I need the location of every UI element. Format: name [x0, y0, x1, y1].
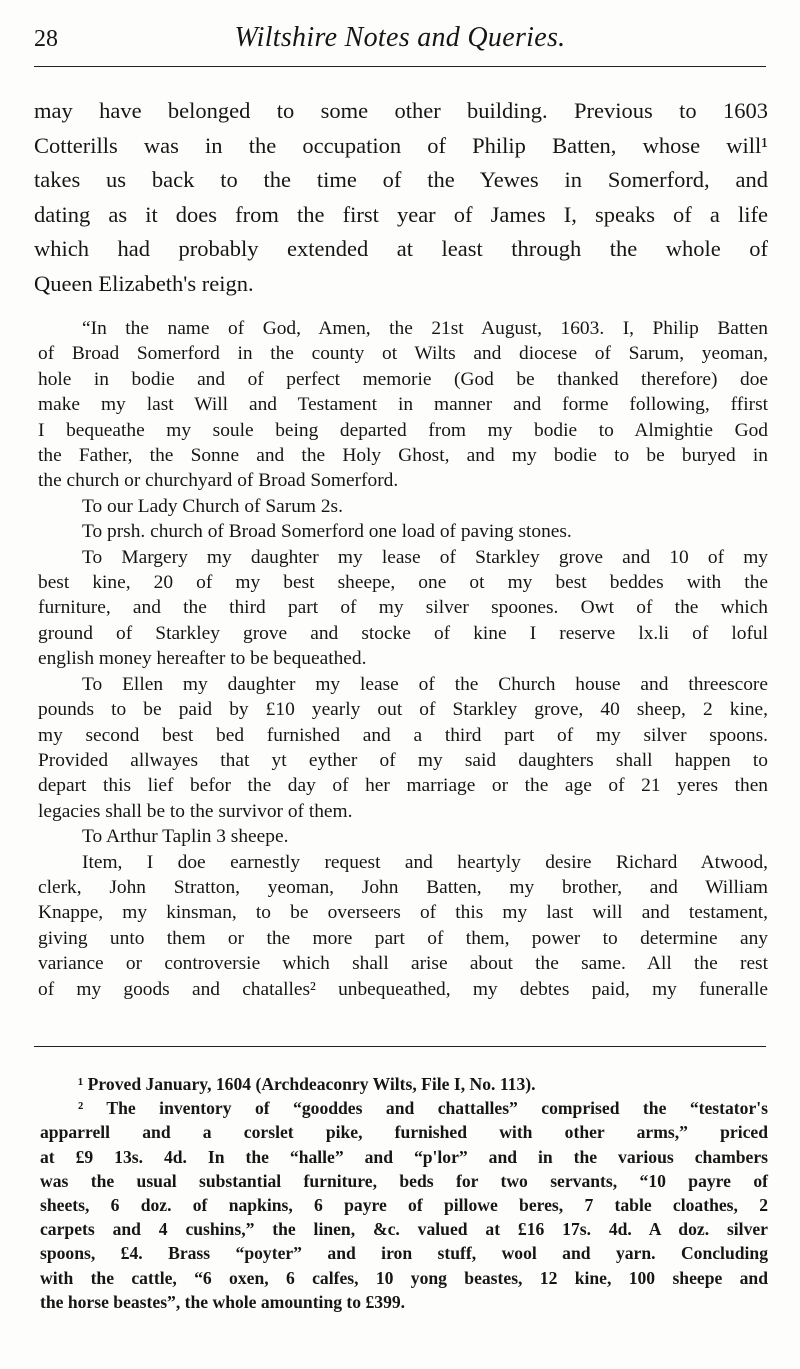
quote-line: ground of Starkley grove and stocke of kine I reserve lx.li of loful	[38, 622, 768, 644]
quote-line: the Father, the Sonne and the Holy Ghost, and my bodie to be buryed in	[38, 445, 768, 467]
page-number: 28	[34, 26, 58, 52]
quote-line: english money hereafter to be bequeathed.	[38, 648, 367, 670]
footnote-rule	[34, 1046, 766, 1047]
footnote-line: at £9 13s. 4d. In the “halle” and “p'lor” and in the various chambers	[40, 1146, 768, 1167]
text-line: may have belonged to some other building. Previous to 1603	[34, 98, 768, 123]
footnote-line: was the usual substantial furniture, beds for two servants, “10 payre of	[40, 1170, 768, 1191]
quote-line: of Broad Somerford in the county ot Wilts and diocese of Sarum, yeoman,	[38, 343, 768, 365]
quote-line: best kine, 20 of my best sheepe, one ot my best beddes with the	[38, 572, 768, 594]
text-line: takes us back to the time of the Yewes in Somerford, and	[34, 167, 768, 193]
text-line: which had probably extended at least through the whole of	[34, 236, 768, 262]
footnotes	[40, 1072, 768, 1314]
quote-line: giving unto them or the more part of them, power to determine any	[38, 927, 768, 949]
quote-line: legacies shall be to the survivor of them.	[38, 800, 353, 822]
footnote-line: with the cattle, “6 oxen, 6 calfes, 10 yong beastes, 12 kine, 100 sheepe and	[40, 1267, 768, 1288]
text-line: dating as it does from the first year of James I, speaks of a life	[34, 201, 768, 227]
running-title: Wiltshire Notes and Queries.	[234, 22, 566, 53]
footnote-line: the horse beastes”, the whole amounting to £399.	[40, 1291, 406, 1312]
quote-line: clerk, John Stratton, yeoman, John Batten, my brother, and William	[38, 876, 768, 898]
quote-line: my second best bed furnished and a third part of my silver spoons.	[38, 724, 768, 746]
quote-line: To Ellen my daughter my lease of the Church house and threescore	[82, 673, 768, 695]
running-head	[34, 20, 766, 60]
quote-line: of my goods and chatalles² unbequeathed, my debtes paid, my funeralle	[38, 978, 768, 1000]
text-line: Queen Elizabeth's reign.	[34, 270, 254, 296]
quote-line: Provided allwayes that yt eyther of my said daughters shall happen to	[38, 749, 768, 771]
footnote-line: spoons, £4. Brass “poyter” and iron stuff, wool and yarn. Concluding	[40, 1243, 768, 1264]
will-quotation	[38, 316, 768, 1002]
quote-line: the church or churchyard of Broad Somerford.	[38, 470, 399, 492]
quote-line: variance or controversie which shall arise about the same. All the rest	[38, 953, 768, 975]
header-rule	[34, 66, 766, 67]
text-line: Cotterills was in the occupation of Philip Batten, whose will¹	[34, 132, 768, 158]
quote-line: Item, I doe earnestly request and heartyly desire Richard Atwood,	[82, 851, 768, 873]
footnote-line: carpets and 4 cushins,” the linen, &c. valued at £16 17s. 4d. A doz. silver	[40, 1219, 768, 1240]
footnote-2: ² The inventory of “gooddes and chattalles” comprised the “testator's	[78, 1098, 768, 1119]
quote-line: make my last Will and Testament in manner and forme following, ffirst	[38, 394, 768, 416]
quote-line: I bequeathe my soule being departed from my bodie to Almightie God	[38, 419, 768, 441]
quote-line: To our Lady Church of Sarum 2s.	[82, 495, 343, 517]
quote-line: To Margery my daughter my lease of Starkley grove and 10 of my	[82, 546, 768, 568]
footnote-line: apparrell and a corslet pike, furnished with other arms,” priced	[40, 1122, 768, 1143]
quote-line: furniture, and the third part of my silver spoones. Owt of the which	[38, 597, 768, 619]
opening-paragraph	[34, 94, 768, 302]
footnote-1: ¹ Proved January, 1604 (Archdeaconry Wilts, File I, No. 113).	[78, 1074, 536, 1094]
quote-line: pounds to be paid by £10 yearly out of Starkley grove, 40 sheep, 2 kine,	[38, 699, 768, 721]
main-text	[34, 94, 768, 302]
quote-line: To Arthur Taplin 3 sheepe.	[82, 826, 289, 848]
quote-line: “In the name of God, Amen, the 21st August, 1603. I, Philip Batten	[82, 318, 768, 339]
quote-line: Knappe, my kinsman, to be overseers of this my last will and testament,	[38, 902, 768, 924]
quote-line: To prsh. church of Broad Somerford one load of paving stones.	[82, 521, 572, 543]
footnote-line: sheets, 6 doz. of napkins, 6 payre of pillowe beres, 7 table cloathes, 2	[40, 1195, 768, 1216]
quote-line: depart this lief befor the day of her marriage or the age of 21 yeres then	[38, 775, 768, 797]
quote-line: hole in bodie and of perfect memorie (God be thanked therefore) doe	[38, 368, 768, 390]
